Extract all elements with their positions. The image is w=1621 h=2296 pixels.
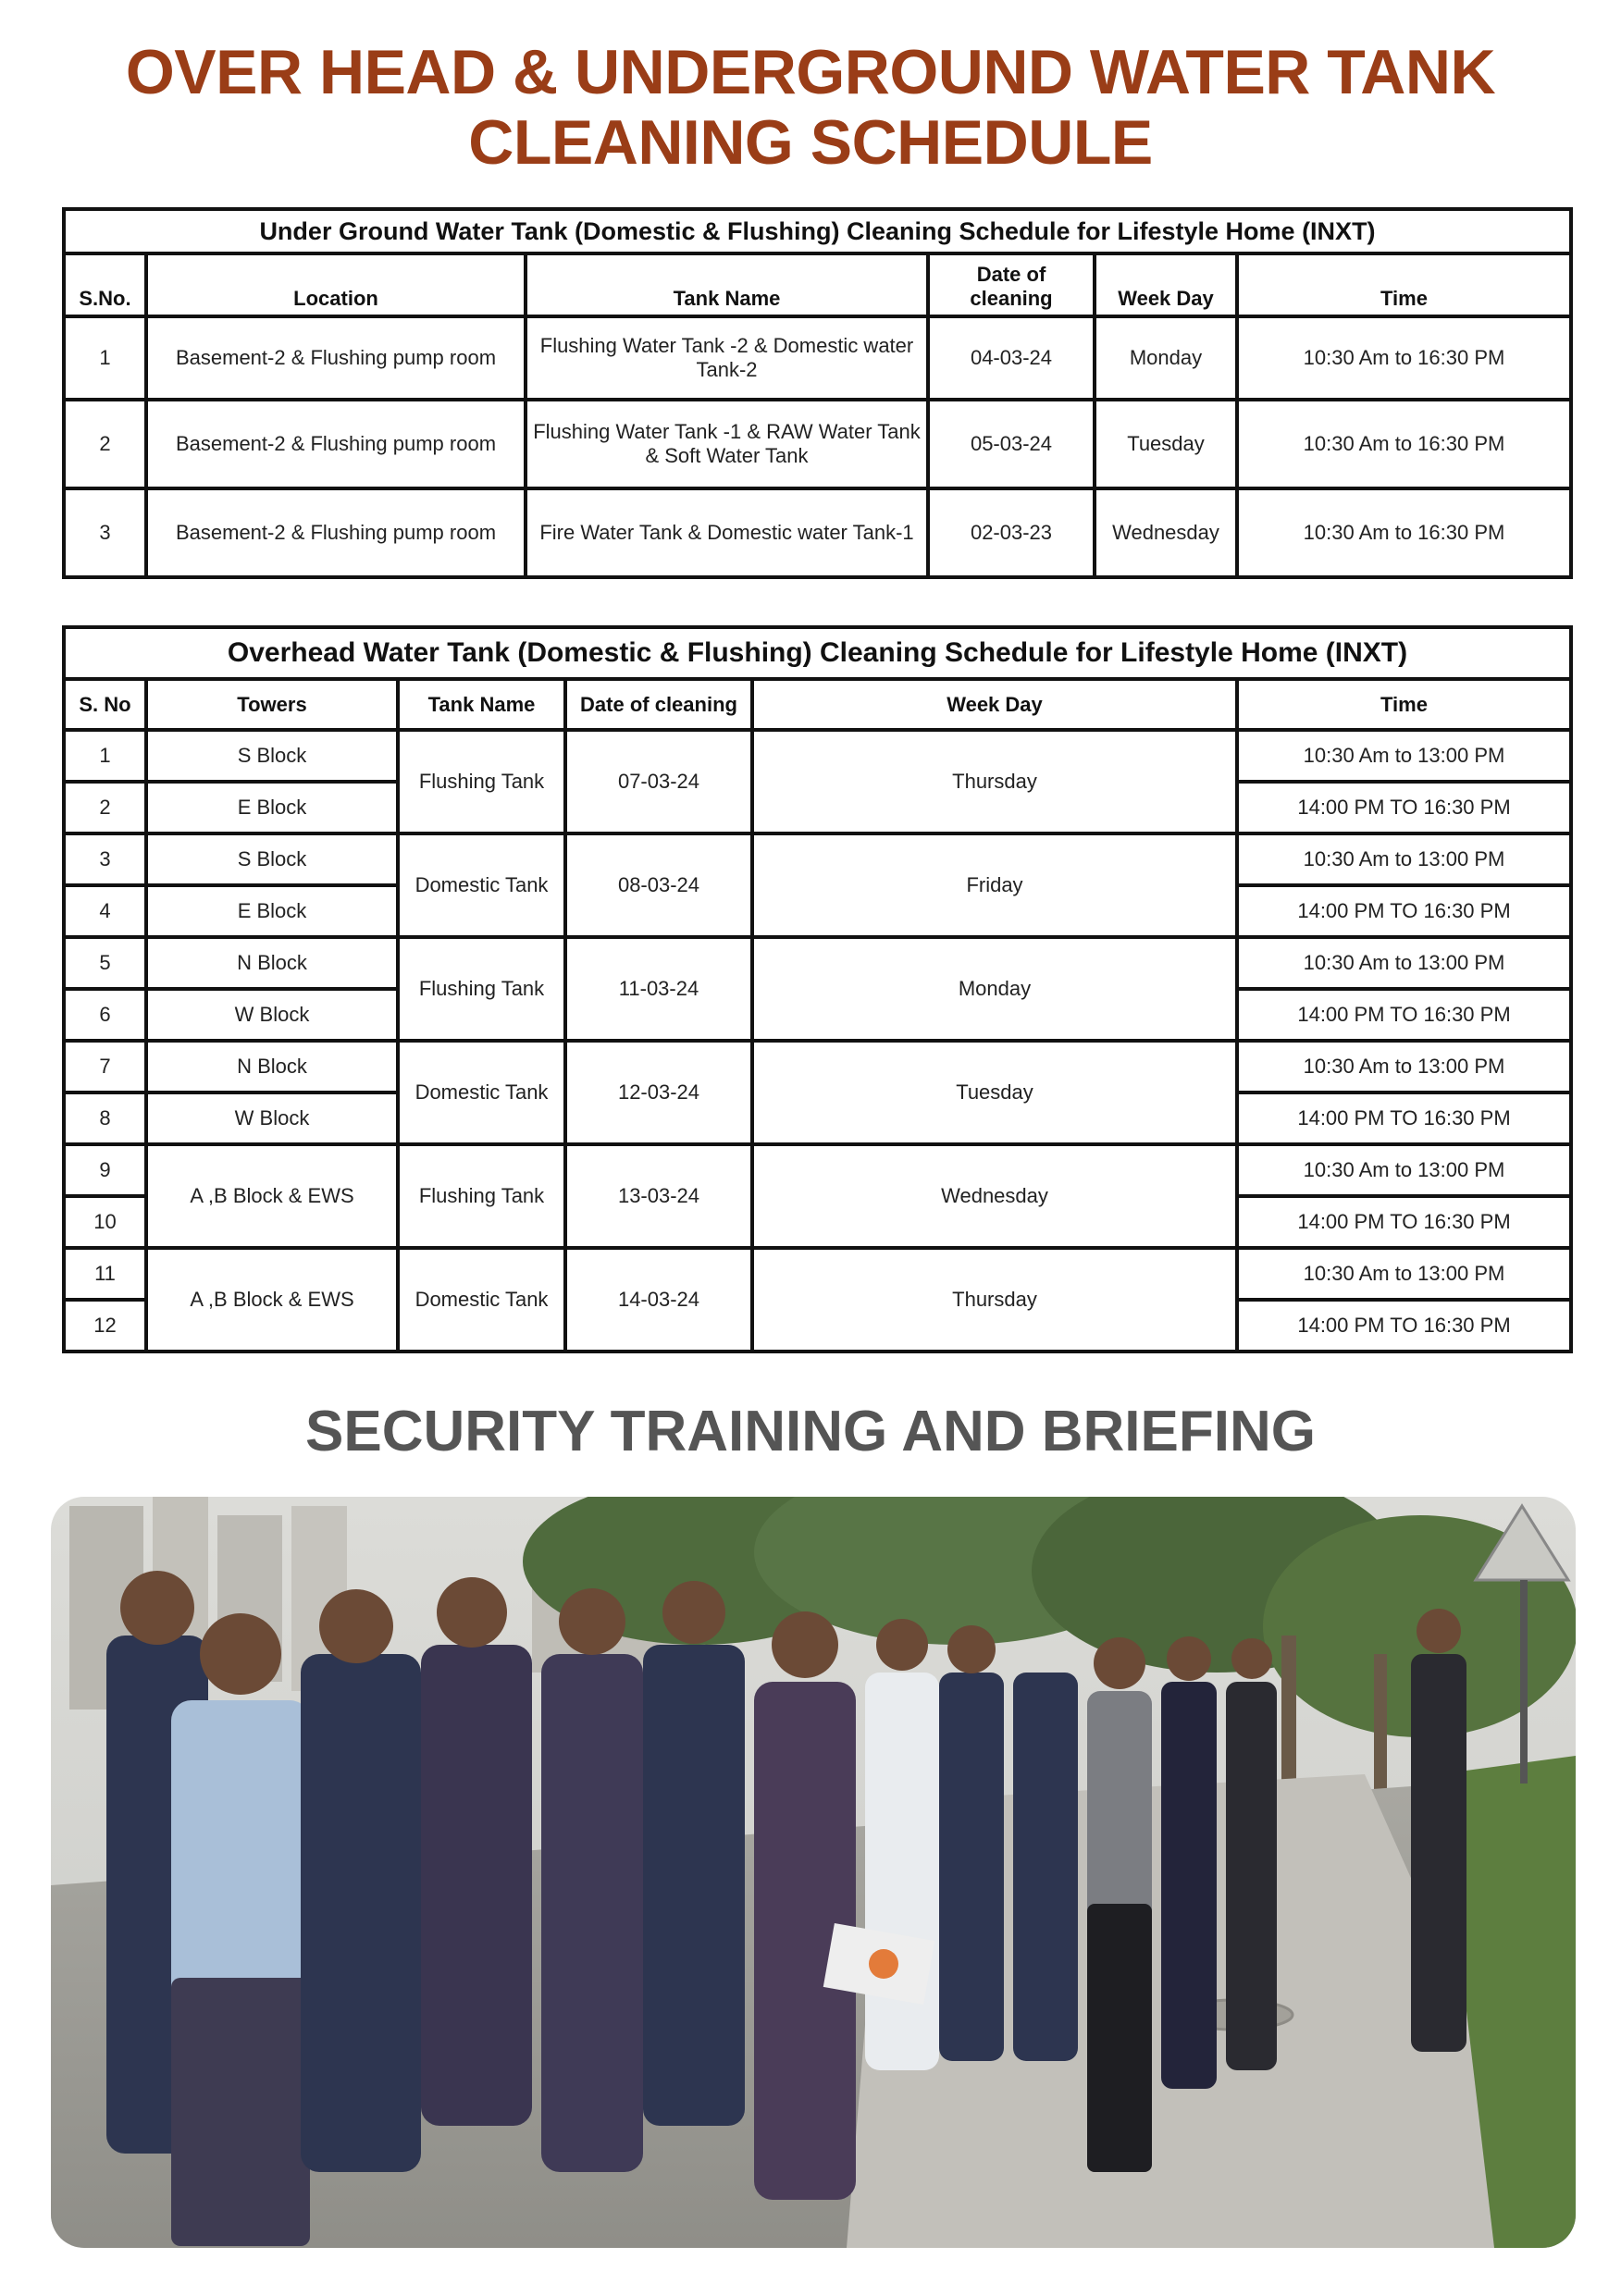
- cell-tank-name: Domestic Tank: [398, 1248, 565, 1352]
- cell-time: 10:30 Am to 13:00 PM: [1237, 1248, 1571, 1300]
- col-header-sno: S.No.: [64, 253, 146, 316]
- cell-tank-name: Domestic Tank: [398, 833, 565, 937]
- cell-date: 04-03-24: [928, 316, 1095, 400]
- table-row: [64, 400, 1571, 488]
- cell-weekday: Monday: [752, 937, 1237, 1041]
- cell-weekday: Thursday: [752, 1248, 1237, 1352]
- cell-time: 10:30 Am to 13:00 PM: [1237, 1144, 1571, 1196]
- cell-sno: 7: [64, 1041, 146, 1092]
- underground-table-caption: Under Ground Water Tank (Domestic & Flushing) Cleaning Schedule for Lifestyle Home (INXT): [64, 209, 1571, 253]
- cell-tank-name: Flushing Water Tank -2 & Domestic water Tank-2: [526, 316, 928, 400]
- security-briefing-photo: [51, 1497, 1576, 2248]
- col-header-tank-name: Tank Name: [398, 679, 565, 730]
- cell-sno: 4: [64, 885, 146, 937]
- page-title-line-2: CLEANING SCHEDULE: [468, 107, 1153, 178]
- col-header-weekday: Week Day: [752, 679, 1237, 730]
- cell-date: 13-03-24: [565, 1144, 752, 1248]
- cell-time: 10:30 Am to 16:30 PM: [1237, 488, 1571, 577]
- cell-weekday: Friday: [752, 833, 1237, 937]
- overhead-table-caption: Overhead Water Tank (Domestic & Flushing) Cleaning Schedule for Lifestyle Home (INXT): [64, 627, 1571, 679]
- col-header-location: Location: [146, 253, 526, 316]
- sign-pole: [1520, 1580, 1528, 1784]
- page-title-line-1: OVER HEAD & UNDERGROUND WATER TANK: [125, 37, 1496, 107]
- cell-date: 05-03-24: [928, 400, 1095, 488]
- cell-sno: 1: [64, 316, 146, 400]
- cell-tower: W Block: [146, 989, 398, 1041]
- table-row: [64, 316, 1571, 400]
- cell-location: Basement-2 & Flushing pump room: [146, 400, 526, 488]
- col-header-time: Time: [1237, 253, 1571, 316]
- cell-date: 08-03-24: [565, 833, 752, 937]
- cell-tank-name: Domestic Tank: [398, 1041, 565, 1144]
- col-header-date: Date of cleaning: [928, 253, 1095, 316]
- cell-weekday: Tuesday: [752, 1041, 1237, 1144]
- photo-illustration: [51, 1497, 1576, 2248]
- cell-tank-name: Fire Water Tank & Domestic water Tank-1: [526, 488, 928, 577]
- table-row: [64, 1041, 1571, 1092]
- cell-sno: 10: [64, 1196, 146, 1248]
- cell-sno: 12: [64, 1300, 146, 1352]
- cell-sno: 8: [64, 1092, 146, 1144]
- col-header-towers: Towers: [146, 679, 398, 730]
- cell-time: 14:00 PM TO 16:30 PM: [1237, 782, 1571, 833]
- cell-tank-name: Flushing Water Tank -1 & RAW Water Tank & Soft Water Tank: [526, 400, 928, 488]
- col-header-time: Time: [1237, 679, 1571, 730]
- cell-tower: W Block: [146, 1092, 398, 1144]
- cell-sno: 3: [64, 488, 146, 577]
- cell-time: 14:00 PM TO 16:30 PM: [1237, 1092, 1571, 1144]
- cell-sno: 11: [64, 1248, 146, 1300]
- cell-tank-name: Flushing Tank: [398, 937, 565, 1041]
- cell-tank-name: Flushing Tank: [398, 1144, 565, 1248]
- table-row: [64, 833, 1571, 885]
- cell-time: 14:00 PM TO 16:30 PM: [1237, 1300, 1571, 1352]
- page-title: [0, 37, 1621, 178]
- cell-sno: 9: [64, 1144, 146, 1196]
- cell-weekday: Wednesday: [752, 1144, 1237, 1248]
- cell-date: 12-03-24: [565, 1041, 752, 1144]
- table-row: [64, 730, 1571, 782]
- section-title-security: SECURITY TRAINING AND BRIEFING: [305, 1400, 1316, 1463]
- cell-sno: 5: [64, 937, 146, 989]
- cell-location: Basement-2 & Flushing pump room: [146, 488, 526, 577]
- col-header-sno: S. No: [64, 679, 146, 730]
- cell-date: 14-03-24: [565, 1248, 752, 1352]
- folder-logo: [869, 1949, 898, 1979]
- col-header-date: Date of cleaning: [565, 679, 752, 730]
- cell-tower: A ,B Block & EWS: [146, 1144, 398, 1248]
- table-row: [64, 1144, 1571, 1196]
- cell-weekday: Monday: [1095, 316, 1237, 400]
- underground-schedule-table: [62, 207, 1573, 579]
- overhead-schedule-table: [62, 625, 1573, 1353]
- cell-time: 10:30 Am to 13:00 PM: [1237, 937, 1571, 989]
- cell-sno: 2: [64, 782, 146, 833]
- cell-weekday: Thursday: [752, 730, 1237, 833]
- col-header-weekday: Week Day: [1095, 253, 1237, 316]
- cell-time: 14:00 PM TO 16:30 PM: [1237, 989, 1571, 1041]
- cell-sno: 6: [64, 989, 146, 1041]
- cell-tower: A ,B Block & EWS: [146, 1248, 398, 1352]
- cell-time: 14:00 PM TO 16:30 PM: [1237, 1196, 1571, 1248]
- cell-weekday: Tuesday: [1095, 400, 1237, 488]
- cell-time: 10:30 Am to 13:00 PM: [1237, 1041, 1571, 1092]
- cell-date: 11-03-24: [565, 937, 752, 1041]
- cell-time: 10:30 Am to 16:30 PM: [1237, 316, 1571, 400]
- cell-tower: S Block: [146, 833, 398, 885]
- cell-time: 10:30 Am to 16:30 PM: [1237, 400, 1571, 488]
- cell-time: 10:30 Am to 13:00 PM: [1237, 833, 1571, 885]
- cell-time: 14:00 PM TO 16:30 PM: [1237, 885, 1571, 937]
- cell-tower: S Block: [146, 730, 398, 782]
- cell-date: 07-03-24: [565, 730, 752, 833]
- cell-location: Basement-2 & Flushing pump room: [146, 316, 526, 400]
- cell-date: 02-03-23: [928, 488, 1095, 577]
- cell-sno: 1: [64, 730, 146, 782]
- cell-sno: 3: [64, 833, 146, 885]
- cell-tower: E Block: [146, 885, 398, 937]
- cell-time: 10:30 Am to 13:00 PM: [1237, 730, 1571, 782]
- table-row: [64, 488, 1571, 577]
- table-row: [64, 1248, 1571, 1300]
- cell-tower: N Block: [146, 1041, 398, 1092]
- col-header-tank-name: Tank Name: [526, 253, 928, 316]
- cell-sno: 2: [64, 400, 146, 488]
- cell-weekday: Wednesday: [1095, 488, 1237, 577]
- table-row: [64, 937, 1571, 989]
- cell-tower: E Block: [146, 782, 398, 833]
- cell-tank-name: Flushing Tank: [398, 730, 565, 833]
- cell-tower: N Block: [146, 937, 398, 989]
